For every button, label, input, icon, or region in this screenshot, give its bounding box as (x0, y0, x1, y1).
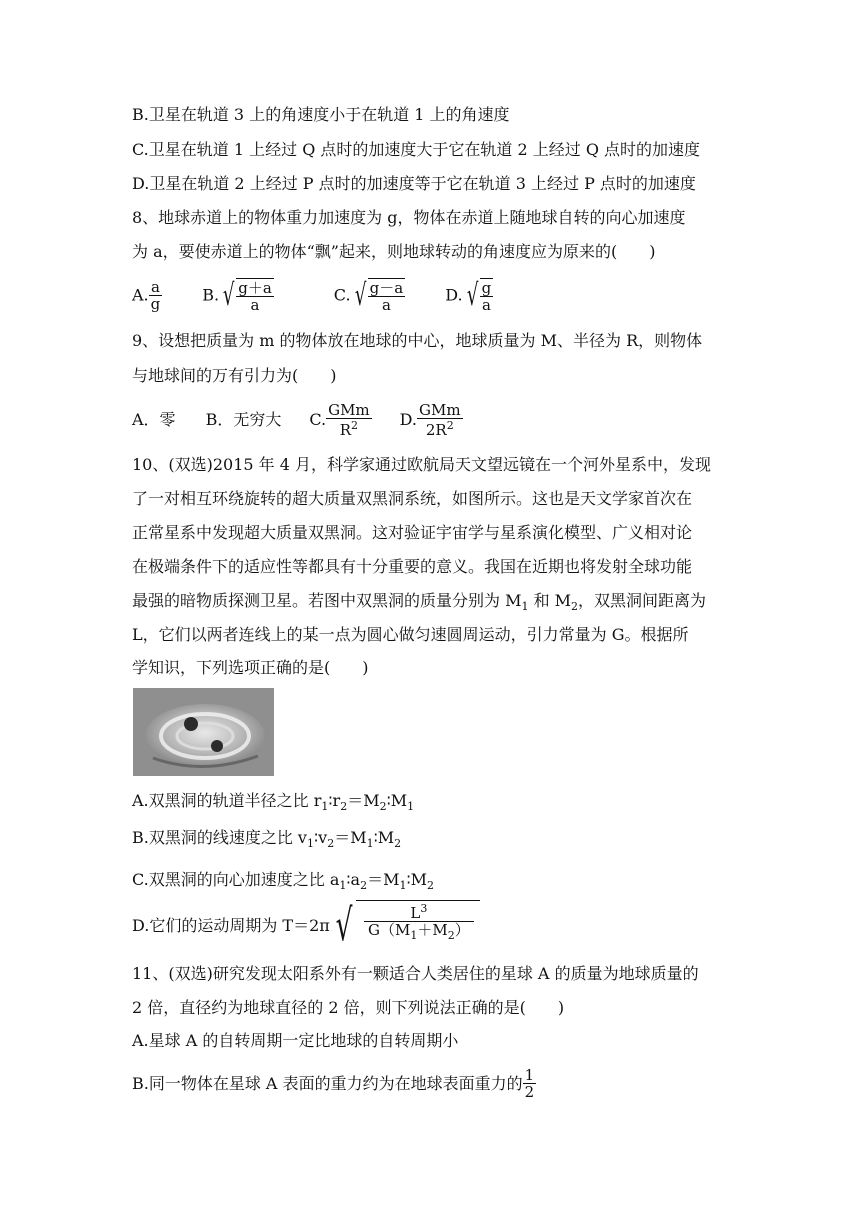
q8-option-c (334, 278, 405, 314)
q8-option-a (132, 280, 162, 312)
q8-options (132, 274, 493, 318)
q8-stem-line2: 为 a，要使赤道上的物体“飘”起来，则地球转动的角速度应为原来的( ) (132, 242, 656, 261)
q9-options (132, 398, 463, 442)
q10-line5: 最强的暗物质探测卫星。若图中双黑洞的质量分别为 $M_1$ 和 $M_2$，双黑洞间距离为 (132, 591, 707, 614)
q11-line2: 2 倍，直径约为地球直径的 2 倍，则下列说法正确的是( ) (132, 998, 565, 1017)
q8-option-b (202, 278, 274, 314)
q10-option-c: C.双黑洞的向心加速度之比 $a_1∶a_2=M_1∶M_2$ (132, 870, 435, 893)
sqrt: √ $\frac{L^3}{G(M_1+M_2)}$ (330, 900, 480, 952)
q10-option-d: D.它们的运动周期为 T＝2π √ $\frac{L^3}{G(M_1+M_2)}$ (132, 900, 480, 952)
q10-line3: 正常星系中发现超大质量双黑洞。这对验证宇宙学与星系演化模型、广义相对论 (132, 523, 693, 542)
black-hole-photo (133, 688, 274, 776)
q10-option-b: B.双黑洞的线速度之比 $v_1∶v_2=M_1∶M_2$ (132, 828, 402, 851)
q9-option-d: D. $\frac{\text{GMm}}{2R^2}$ (399, 400, 461, 439)
sqrt: √ $\frac{g-a}{a}$ (354, 278, 404, 314)
q10-line1: 10、(双选)2015 年 4 月，科学家通过欧航局天文望远镜在一个河外星系中，发现 (132, 455, 712, 474)
q7-option-c: C.卫星在轨道 1 上经过 Q 点时的加速度大于它在轨道 2 上经过 Q 点时的加速度 (132, 140, 701, 159)
fraction: $\frac{1}{2}$ (524, 1066, 535, 1101)
sqrt: √ $\frac{g+a}{a}$ (222, 278, 272, 314)
q8-option-d (445, 278, 493, 314)
fraction: $\frac{\text{GMm}}{2R^2}$ (419, 400, 461, 439)
q9-stem-line1: 9、设想把质量为 m 的物体放在地球的中心，地球质量为 M、半径为 R，则物体 (132, 331, 703, 350)
option-label: B. (202, 285, 220, 305)
q7-option-d: D.卫星在轨道 2 上经过 P 点时的加速度等于它在轨道 3 上经过 P 点时的加速度 (132, 174, 696, 193)
q9-stem-line2: 与地球间的万有引力为( ) (132, 366, 337, 385)
q9-option-a: A．零 (132, 410, 176, 429)
q8-stem-line1: 8、地球赤道上的物体重力加速度为 g，物体在赤道上随地球自转的向心加速度 (132, 208, 686, 227)
q10-line2: 了一对相互环绕旋转的超大质量双黑洞系统，如图所示。这也是天文学家首次在 (132, 489, 693, 508)
q11-line1: 11、(双选)研究发现太阳系外有一颗适合人类居住的星球 A 的质量为地球质量的 (132, 964, 699, 983)
fraction: $\frac{\text{GMm}}{R^2}$ (328, 400, 370, 439)
q9-option-c: C. $\frac{\text{GMm}}{R^2}$ (309, 400, 370, 439)
q9-option-b: B．无穷大 (205, 410, 282, 429)
q7-option-b: B.卫星在轨道 3 上的角速度小于在轨道 1 上的角速度 (132, 105, 510, 124)
q11-option-b: B.同一物体在星球 A 表面的重力约为在地球表面重力的 $\frac{1}{2}$ (132, 1066, 535, 1101)
q11-option-a: A.星球 A 的自转周期一定比地球的自转周期小 (132, 1031, 459, 1050)
sqrt: √ $\frac{g}{a}$ (466, 278, 492, 314)
q10-line7: 学知识，下列选项正确的是( ) (132, 658, 369, 677)
option-label: A. (132, 285, 149, 305)
option-label: D. (445, 285, 463, 305)
q10-line4: 在极端条件下的适应性等都具有十分重要的意义。我国在近期也将发射全球功能 (132, 557, 693, 576)
fraction: $\frac{a}{g}$ (150, 278, 161, 313)
q10-option-a: A.双黑洞的轨道半径之比 $r_1∶r_2=M_2∶M_1$ (132, 791, 415, 814)
q10-line6: L，它们以两者连线上的某一点为圆心做匀速圆周运动，引力常量为 G。根据所 (132, 625, 689, 644)
option-label: C. (333, 285, 351, 305)
